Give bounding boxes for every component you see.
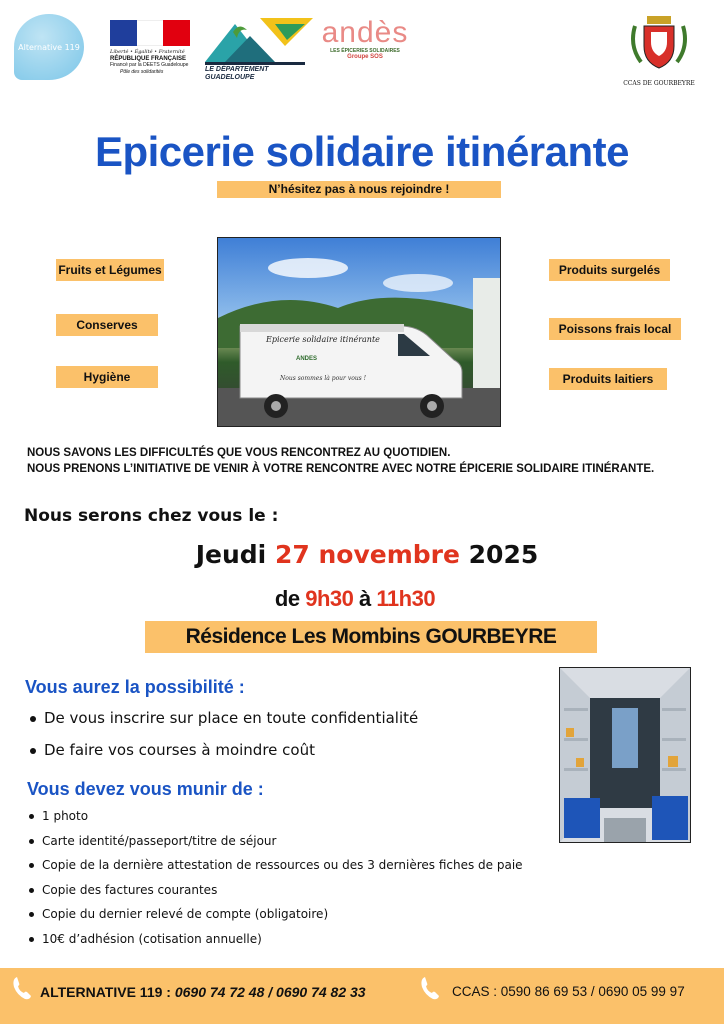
- van-interior-illustration: [560, 668, 690, 842]
- product-tag-hygiene: Hygiène: [56, 366, 158, 388]
- list-item-text: Copie des factures courantes: [42, 882, 218, 897]
- requirements-list: [29, 804, 523, 951]
- event-heading: Nous serons chez vous le :: [24, 506, 279, 526]
- bullet-icon: [29, 814, 34, 819]
- hours-end: 11h30: [376, 586, 436, 611]
- departement-name-line2: GUADELOUPE: [205, 74, 255, 81]
- groupe-sos-label: Groupe SOS: [347, 54, 383, 60]
- list-item-text: Copie de la dernière attestation de ressources ou des 3 dernières fiches de paie: [42, 858, 523, 872]
- andes-subtitle: LES ÉPICERIES SOLIDAIRES: [330, 48, 400, 54]
- hours-start: 9h30: [305, 586, 354, 611]
- bullet-icon: [30, 716, 36, 722]
- footer-alt-phones[interactable]: 0690 74 72 48 / 0690 74 82 33: [174, 984, 366, 1000]
- list-item: [30, 734, 418, 766]
- list-item-text: 1 photo: [42, 809, 89, 823]
- van-illustration: [218, 238, 500, 426]
- bullet-icon: [29, 863, 34, 868]
- event-place: Résidence Les Mombins GOURBEYRE: [145, 621, 597, 653]
- republique-francaise-logo: [110, 20, 192, 76]
- page-title: Epicerie solidaire itinérante: [94, 128, 630, 175]
- list-item-text: Carte identité/passeport/titre de séjour: [42, 833, 277, 848]
- departement-name-line1: LE DÉPARTEMENT: [205, 66, 269, 73]
- possibilities-heading: Vous aurez la possibilité :: [25, 677, 245, 697]
- list-item: [30, 702, 418, 734]
- alternative-119-logo: [14, 14, 84, 80]
- list-item-text: 10€ d’adhésion (cotisation annuelle): [42, 931, 262, 946]
- product-tag-poissons: Poissons frais local: [549, 318, 681, 340]
- phone-icon: [420, 976, 440, 1000]
- bullet-icon: [30, 748, 36, 754]
- departement-emblem-icon: [205, 14, 315, 66]
- departement-guadeloupe-logo: [205, 14, 315, 86]
- footer-alt-label: ALTERNATIVE 119 :: [40, 984, 171, 1000]
- event-hours: [0, 586, 710, 612]
- intro-line-2: NOUS PRENONS L’INITIATIVE DE VENIR À VOTRE RENCONTRE AVEC NOTRE ÉPICERIE SOLIDAIRE ITINÉRANTE.: [27, 463, 655, 475]
- van-slogan: Nous sommes là pour vous !: [280, 375, 367, 382]
- event-year: 2025: [468, 540, 539, 569]
- contact-footer: [0, 968, 724, 1024]
- footer-ccas-label: CCAS :: [452, 984, 498, 999]
- footer-ccas-contact: [452, 982, 685, 1002]
- van-brand: ANDES: [296, 356, 318, 362]
- hours-prefix: de: [274, 586, 300, 611]
- possibilities-list: [30, 702, 418, 766]
- bullet-icon: [29, 937, 34, 942]
- product-tag-surgeles: Produits surgelés: [549, 259, 670, 281]
- republique-motto: Liberté • Égalité • Fraternité: [110, 49, 185, 55]
- bullet-icon: [29, 912, 34, 917]
- list-item: [29, 829, 523, 854]
- event-date: [0, 540, 724, 569]
- product-tag-laitiers: Produits laitiers: [549, 368, 667, 390]
- footer-alternative-contact: [40, 982, 366, 1002]
- ccas-name: CCAS DE GOURBEYRE: [623, 80, 695, 87]
- ccas-gourbeyre-logo: [616, 14, 702, 86]
- list-item: [29, 853, 523, 878]
- andes-logo: [320, 18, 410, 60]
- intro-line-1: NOUS SAVONS LES DIFFICULTÉS QUE VOUS RENCONTREZ AU QUOTIDIEN.: [27, 447, 451, 459]
- french-flag-icon: [110, 20, 190, 46]
- footer-ccas-phones[interactable]: 0590 86 69 53 / 0690 05 99 97: [500, 984, 685, 999]
- ccas-coat-of-arms-icon: [629, 14, 689, 72]
- list-item-text: Copie du dernier relevé de compte (obligatoire): [42, 907, 329, 921]
- list-item: [29, 804, 523, 829]
- subtitle-banner: N’hésitez pas à nous rejoindre !: [217, 181, 501, 198]
- andes-wordmark: andès: [321, 16, 409, 49]
- van-photo: [217, 237, 501, 427]
- list-item: [29, 878, 523, 903]
- alternative-119-logo-text: Alternative 119: [18, 42, 80, 52]
- event-day: Jeudi: [195, 540, 267, 569]
- list-item: [29, 902, 523, 927]
- requirements-heading: Vous devez vous munir de :: [27, 779, 264, 799]
- list-item-text: De faire vos courses à moindre coût: [44, 741, 315, 759]
- event-date-red: 27 novembre: [274, 540, 460, 569]
- list-item-text: De vous inscrire sur place en toute confidentialité: [44, 709, 419, 727]
- van-side-text: Epicerie solidaire itinérante: [266, 335, 380, 344]
- deets-note-2: Pôle des solidarités: [120, 69, 164, 75]
- bullet-icon: [29, 888, 34, 893]
- product-tag-fruits-legumes: Fruits et Légumes: [56, 259, 164, 281]
- product-tag-conserves: Conserves: [56, 314, 158, 336]
- hours-mid: à: [359, 586, 371, 611]
- van-interior-photo: [559, 667, 691, 843]
- bullet-icon: [29, 839, 34, 844]
- phone-icon: [12, 976, 32, 1000]
- deets-note: Financé par la DEETS Guadeloupe: [110, 62, 189, 68]
- republique-name: RÉPUBLIQUE FRANÇAISE: [110, 56, 187, 62]
- list-item: [29, 927, 523, 952]
